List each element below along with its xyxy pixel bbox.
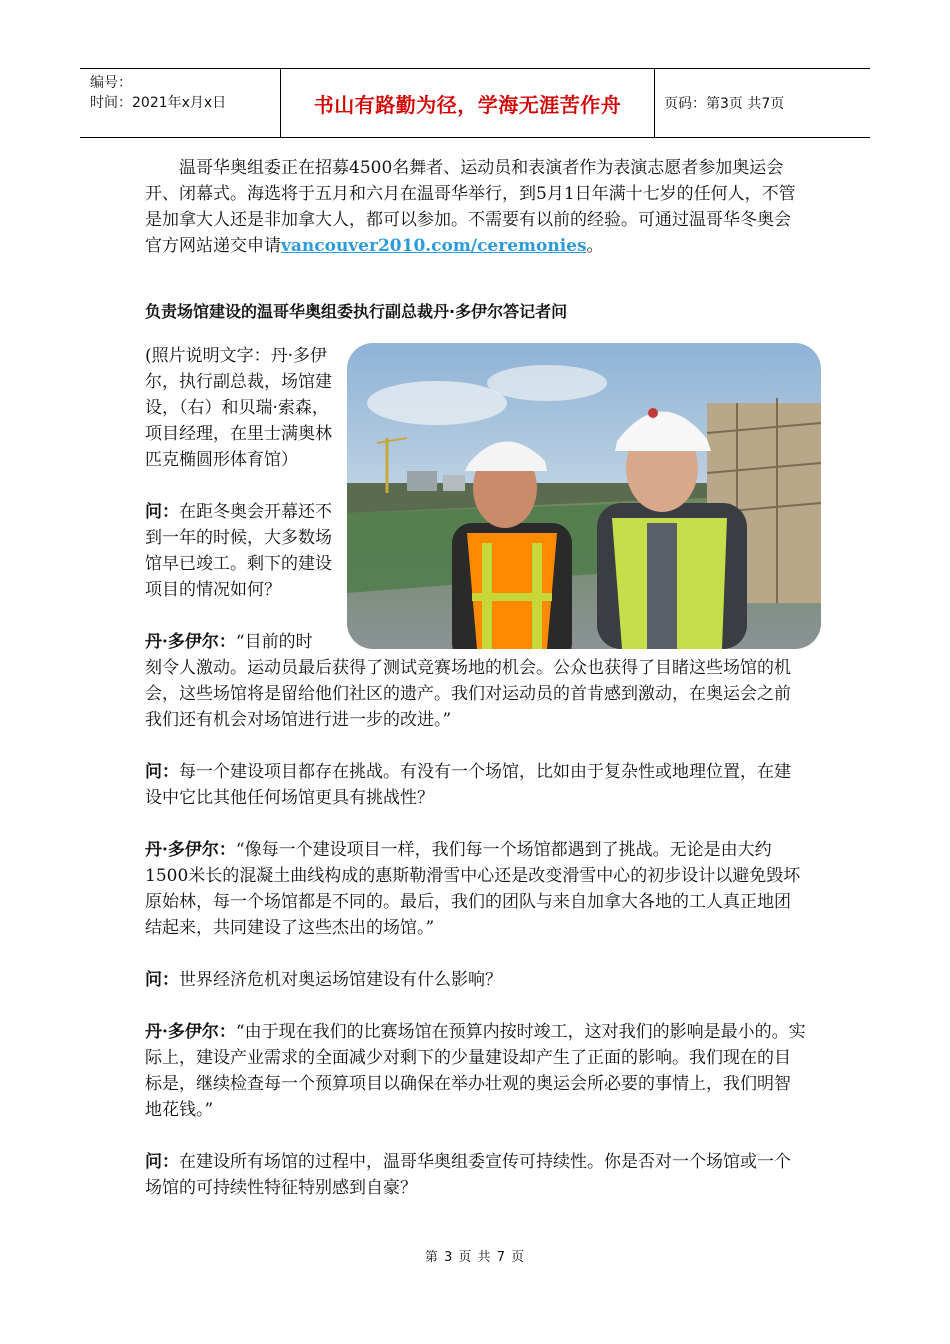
photo-block xyxy=(145,343,807,655)
header-motto: 书山有路勤为径，学海无涯苦作舟 xyxy=(280,69,655,137)
venue-photo xyxy=(347,343,821,649)
question-1 xyxy=(145,499,345,603)
speaker-label: 丹·多伊尔： xyxy=(145,1022,236,1042)
speaker-label: 问： xyxy=(145,502,179,522)
answer-3 xyxy=(145,1019,807,1123)
page-footer: 第 3 页 共 7 页 xyxy=(424,1250,526,1265)
answer-1-rest: 刻令人激动。运动员最后获得了测试竞赛场地的机会。公众也获得了目睹这些场馆的机会，这些场馆将是留给他们社区的遗产。我们对运动员的首肯感到激动，在奥运会之前我们还有机会对场馆进行进一步的改进。” xyxy=(145,658,791,730)
answer-2 xyxy=(145,837,807,941)
page-header xyxy=(80,68,870,138)
section-heading: 负责场馆建设的温哥华奥组委执行副总裁丹·多伊尔答记者问 xyxy=(145,302,568,321)
qa-text: 在建设所有场馆的过程中，温哥华奥组委宣传可持续性。你是否对一个场馆或一个场馆的可持续性特征特别感到自豪？ xyxy=(145,1152,791,1198)
speaker-label: 问： xyxy=(145,762,179,782)
qa-text: 在距冬奥会开幕还不到一年的时候，大多数场馆早已竣工。剩下的建设项目的情况如何？ xyxy=(145,502,332,600)
intro-paragraph xyxy=(145,155,807,259)
question-2 xyxy=(145,759,807,811)
number-label: 编号： xyxy=(90,75,132,91)
answer-1-start xyxy=(145,629,345,655)
qa-text: 每一个建设项目都存在挑战。有没有一个场馆，比如由于复杂性或地理位置，在建设中它比其他任何场馆更具有挑战性？ xyxy=(145,762,791,808)
qa-text: “由于现在我们的比赛场馆在预算内按时竣工，这对我们的影响是最小的。实际上，建设产业需求的全面减少对剩下的少量建设却产生了正面的影响。我们现在的目标是，继续检查每一个预算项目以确保在举办壮观的奥运会所必要的事情上，我们明智地花钱。” xyxy=(145,1022,806,1120)
date-label: 时间：2021年x月x日 xyxy=(90,95,227,111)
photo-illustration xyxy=(347,343,821,649)
speaker-label: 问： xyxy=(145,970,179,990)
document-body xyxy=(145,155,807,1201)
qa-text: “目前的时 xyxy=(235,632,313,652)
intro-text: 温哥华奥组委正在招募4500名舞者、运动员和表演者作为表演志愿者参加奥运会开、闭幕式。海选将于五月和六月在温哥华举行，到5月1日年满十七岁的任何人，不管是加拿大人还是非加拿大人，都可以参加。不需要有以前的经验。可通过温哥华冬奥会官方网站递交申请 xyxy=(145,158,796,256)
intro-tail: 。 xyxy=(586,236,604,256)
header-page-label: 页码：第3页 共7页 xyxy=(664,96,785,112)
header-meta xyxy=(80,69,280,137)
qa-text: “像每一个建设项目一样，我们每一个场馆都遇到了挑战。无论是由大约1500米长的混凝土曲线构成的惠斯勒滑雪中心还是改变滑雪中心的初步设计以避免毁坏原始林，每一个场馆都是不同的。最后，我们的团队与来自加拿大各地的工人真正地团结起来，共同建设了这些杰出的场馆。” xyxy=(145,840,801,938)
speaker-label: 丹·多伊尔： xyxy=(145,840,236,860)
ceremonies-link[interactable]: vancouver2010.com/ceremonies xyxy=(281,236,587,256)
speaker-label: 丹·多伊尔： xyxy=(145,632,236,652)
question-4 xyxy=(145,1149,807,1201)
photo-caption: (照片说明文字：丹·多伊尔，执行副总裁，场馆建设，（右）和贝瑞·索森，项目经理，在里士满奥林匹克椭圆形体育馆） xyxy=(145,346,332,470)
question-3 xyxy=(145,967,807,993)
qa-text: 世界经济危机对奥运场馆建设有什么影响？ xyxy=(179,970,502,990)
caption-column xyxy=(145,343,345,655)
speaker-label: 问： xyxy=(145,1152,179,1172)
